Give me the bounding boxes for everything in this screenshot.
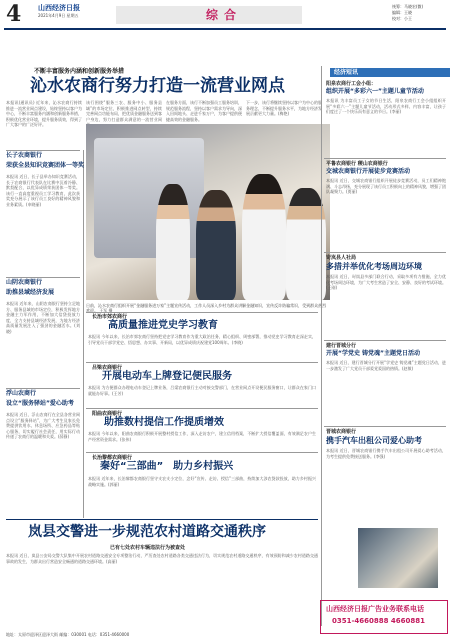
left-story-3-body: 本报讯 近日，浮山农商行在全县各营业网点设立“服务驿站”，为广大考生及家长免费提供饮用水、休息场所、应急药品等贴心服务，切实履行社会责任，用实际行动传递了农商行的温暖和关爱。(薛静) [6,412,80,440]
photo-caption: 日前，沁水农商行组织开展“金融服务进万家”主题宣传活动，工作人员深入乡村为群众讲解金融知识，宣传反诈防骗常识，受到群众热烈欢迎。 王军 摄 [86,303,327,314]
left-story-1-title: 荣获全县知识竞赛团体一等奖 [6,162,85,169]
brief-4-body: 本报讯 近日，建行晋城分行开展“学党史 铸党魂”主题党日活动，进一步激发了广大党员干部爱党爱国的热情。(赵敏) [326,360,446,371]
center-rule-2 [86,362,318,363]
editor-credits: 统筹：马晓宏(微) 编辑：王晓 校对：小王 [392,4,424,21]
brief-5-body: 本报讯 近日，晋城农商银行携手汽车出租公司开展爱心助考活动，为考生提供免费接送服务。(李强) [326,448,446,459]
masthead-rule [4,28,446,30]
left-rule-1 [6,150,80,151]
brief-photo [358,528,438,588]
left-column-divider [83,150,84,518]
right-rule-4 [324,426,446,427]
bottom-rule [6,519,318,520]
ad-phone: 0351-4660888 4660881 [332,617,426,625]
brief-3-body: 本报讯 近日，岢岚县多部门联合行动，采取多项有力措施，全力优化考场周边环境，为广大考生营造了安全、安静、良好的考试环境。(王刚) [326,274,446,291]
lead-photo [86,124,330,300]
brief-1-body: 本报讯 为丰富员工子女的节日生活，阳泉农商行工会小组组织开展“多彩六一”主题儿童节活动，活动形式多样、内容丰富，让孩子们度过了一个快乐而有意义的节日。(李丽) [326,98,446,115]
left-rule-3 [6,388,80,389]
footer-address: 地址：太原市迎泽区迎泽大街 邮编：030001 电话：0351-4660000 [6,632,130,637]
briefs-tag: 经济短讯 [334,69,359,76]
right-rule-2 [324,252,446,253]
right-rule-1 [324,158,446,159]
center-story-1-tag: 长治市郊农商行 [92,314,128,320]
page-number: 4 [6,1,22,27]
brief-4-title: 开展“学党史 铸党魂”主题党日活动 [326,350,420,357]
lead-col-4: 下一步，该行将继续坚持以客户为中心的服务理念，不断提升服务水平，为地方经济发展贡献更大力量。(梅艳) [246,100,322,117]
ad-title: 山西经济日报广告业务联系电话 [326,605,424,613]
left-story-1-body: 本报讯 近日，长子县举办知识竞赛活动，长子农商银行代表队在比赛中沉着冷静、默契配合，以优异成绩荣获团体一等奖。该行一直高度重视员工学习教育，此次获奖充分展示了该行员工良好的精神风貌和业务素质。(申晓丽) [6,174,80,207]
left-story-1-kicker: 长子农商银行 [6,152,43,159]
brief-3-kicker: 岢岚县人社局 [326,255,357,261]
brief-5-title: 携手汽车出租公司爱心助考 [326,436,422,445]
right-column-divider [321,66,322,626]
center-story-1-body: 本报讯 今年以来，长治市郊农商行坚持把党史学习教育作为重大政治任务，精心组织、周密部署，推动党史学习教育走深走实，引导党员干部学党史、悟思想、办实事、开新局，以优异成绩庆祝建党100周年。(李晓) [88,334,316,345]
brief-5-kicker: 晋城农商银行 [326,429,357,435]
lead-col-1: 本报讯(通讯员) 近年来，沁水农商行持续推进一流营业网点建设，始终坚持以客户为中心，不断丰富服务内涵和创新服务举措，积极优化营业环境，提升服务质效，得到了广大客户的广泛好评。 [6,100,82,128]
brief-2-body: 本报讯 近日，交城农商银行组织开展徒步竞赛活动，员工们精神饱满、斗志昂扬，充分展现了该行员工积极向上的精神风貌，增强了团队凝聚力。(贾丽) [326,178,446,195]
brief-3-title: 多措并举优化考场周边环境 [326,262,422,271]
issue-date: 2021年4月9日 星期五 [38,13,79,18]
right-rule-3 [324,340,446,341]
lead-kicker: 不断丰富服务内涵和创新服务举措 [34,68,125,75]
brief-1-title: 组织开展“多彩六一”主题儿童节活动 [326,88,424,95]
paper-name: 山西经济日报 [38,4,80,12]
left-rule-2 [6,277,80,278]
lead-col-2: 该行围绕“服务三农、服务中小、服务县域”的市场定位，积极推进网点转型，持续完善网点功能布局，把优质金融服务送到客户身边，努力打造群众满意的一流营业网 [86,100,162,122]
left-story-2-body: 本报讯 近年来，山阴农商银行坚持立足地方、服务县域的市场定位，积极发挥地方金融主力军作用，不断加大信贷投放力度，全力支持县域经济发展，为地方经济高质量发展注入了强劲的金融活水。(刘晓) [6,301,80,334]
center-story-4-title: 秦好“三部曲” 助力乡村振兴 [100,461,234,472]
brief-1-kicker: 阳泉农商行工会小组： [326,81,377,87]
center-story-3-title: 助推数村提信工作提质增效 [104,417,224,428]
center-story-4-body: 本报讯 近年来，长治黎都农商银行坚守支农支小定位，念好“宣传、走访、授信”三部曲，持续加大涉农贷款投放，助力乡村振兴战略实施。(郭丽) [88,476,316,487]
brief-4-kicker: 建行晋城分行 [326,343,357,349]
left-story-3-kicker: 浮山农商行 [6,390,37,397]
lead-col-3: 在服务方面，该行不断加强员工服务培训，规范服务流程，坚持以客户需求为导向，深入田间地头、走进千家万户，为客户提供便捷高效的金融服务。 [166,100,242,122]
center-story-3-body: 本报讯 今年以来，阳曲农商银行积极开展整村授信工作，深入走访农户，建立信用档案，不断扩大授信覆盖面，有效满足农户生产经营资金需求。(张伟) [88,431,316,442]
center-story-3-tag: 阳曲农商银行 [92,411,123,417]
center-story-1-title: 高质量推进党史学习教育 [108,320,218,331]
bottom-subhead: 已有七处农村车辆违法行为被查处 [110,545,186,551]
center-rule-3 [86,408,318,409]
lead-headline: 沁水农商行努力打造一流营业网点 [30,76,285,96]
brief-2-title: 交城农商银行开展徒步竞赛活动 [326,168,411,175]
center-story-4-tag: 长治黎都农商银行 [92,455,133,461]
bottom-headline: 岚县交警进一步规范农村道路交通秩序 [28,524,266,540]
section-title: 综合 [206,8,243,22]
left-story-2-kicker: 山阴农商银行 [6,279,43,286]
center-story-2-tag: 吕梁农商银行 [92,365,123,371]
bottom-body: 本报讯 近日，岚县公安局交警大队集中开展农村道路交通安全专项整治行动，严厉查处农村道路各类交通违法行为，切实规范农村道路交通秩序，有效预防和减少农村道路交通事故的发生，为群众出行营造安全畅通的道路交通环境。(高丽) [6,553,318,564]
left-story-3-title: 设立“服务驿站”爱心助考 [6,400,74,407]
left-story-2-title: 助推县域经济发展 [6,289,55,296]
center-rule-4 [86,452,318,453]
brief-2-kicker: 平鲁农商银行 稷山农商银行 [326,161,388,167]
center-story-2-body: 本报讯 为方便群众办理电动车登记上牌业务，吕梁农商银行主动对接交警部门，在营业网点开设便民服务窗口，让群众在家门口就能办好事。(王芳) [88,385,316,396]
center-story-2-title: 开展电动车上牌登记便民服务 [102,371,232,382]
